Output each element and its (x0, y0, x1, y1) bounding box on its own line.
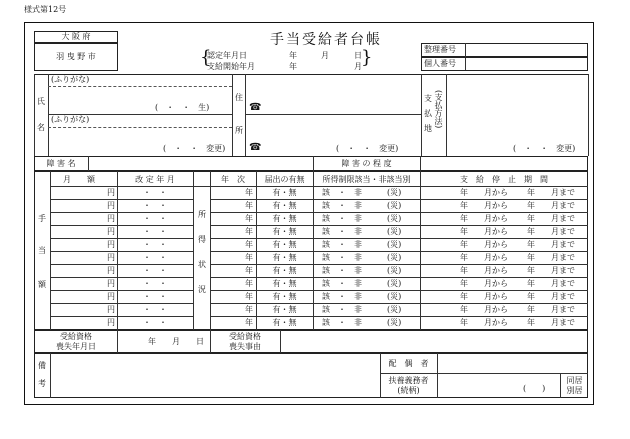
start-month: 月 (354, 62, 362, 71)
form-number: 様式第12号 (24, 5, 67, 14)
payment-method-label: (支払方法) (434, 90, 443, 129)
row-line-left (50, 238, 193, 239)
remarks-block (34, 353, 588, 398)
payment-label-3: 地 (424, 124, 432, 133)
row-revision-date: ・ ・ (143, 240, 167, 249)
row-until: 年 月まで (527, 266, 575, 275)
row-until: 年 月まで (527, 240, 575, 249)
header-bottom-line (50, 186, 588, 187)
main-right-line (588, 74, 589, 156)
furigana-line-2 (48, 127, 232, 128)
remarks-label-2: 考 (38, 379, 46, 388)
row-mark: (災) (387, 253, 402, 262)
main-top-line (34, 74, 588, 75)
cohabit-label-1: 同居 (566, 376, 583, 385)
row-yen: 円 (107, 292, 115, 301)
row-mark: (災) (387, 227, 402, 236)
row-from: 年 月から (460, 227, 508, 236)
name-address-divider (232, 74, 233, 156)
row-until: 年 月まで (527, 292, 575, 301)
row-line-left (50, 290, 193, 291)
row-limit: 該 ・ 非 (322, 188, 362, 197)
row-limit: 該 ・ 非 (322, 227, 362, 236)
row-line-left (50, 199, 193, 200)
row-yen: 円 (107, 266, 115, 275)
row-limit: 該 ・ 非 (322, 279, 362, 288)
spouse-mid-line (380, 373, 588, 374)
row-from: 年 月から (460, 201, 508, 210)
qual-v-1 (117, 330, 118, 353)
row-from: 年 月から (460, 279, 508, 288)
row-limit: 該 ・ 非 (322, 292, 362, 301)
row-notification: 有・無 (272, 305, 297, 314)
row-notification: 有・無 (272, 318, 297, 327)
header-suspension: 支 給 停 止 期 間 (460, 175, 548, 184)
row-yen: 円 (107, 227, 115, 236)
row-line-right (210, 316, 588, 317)
row-mark: (災) (387, 240, 402, 249)
city-label: 羽 曳 野 市 (56, 52, 96, 61)
row-yen: 円 (107, 201, 115, 210)
row-revision-date: ・ ・ (143, 266, 167, 275)
row-until: 年 月まで (527, 227, 575, 236)
prefecture-label: 大 阪 府 (61, 32, 91, 41)
spouse-label: 配 偶 者 (388, 359, 429, 368)
name-label-1: 氏 (37, 97, 45, 106)
row-notification: 有・無 (272, 201, 297, 210)
bracket-right: } (361, 47, 373, 68)
row-line-right (210, 225, 588, 226)
income-label-3: 状 (198, 260, 206, 269)
row-notification: 有・無 (272, 240, 297, 249)
row-revision-date: ・ ・ (143, 188, 167, 197)
remarks-divider (50, 353, 51, 398)
birth-hint: ( ・ ・ 生) (155, 103, 210, 112)
form-title: 手当受給者台帳 (270, 32, 382, 48)
row-revision-date: ・ ・ (143, 305, 167, 314)
address-payment-divider (421, 74, 422, 156)
allowance-label-3: 額 (38, 280, 46, 289)
row-revision-date: ・ ・ (143, 292, 167, 301)
row-year: 年 (245, 266, 253, 275)
row-yen: 円 (107, 188, 115, 197)
name-change-hint: ( ・ ・ 変更) (163, 144, 226, 153)
row-notification: 有・無 (272, 253, 297, 262)
cert-month: 月 (321, 51, 329, 60)
row-line-right (210, 238, 588, 239)
row-until: 年 月まで (527, 253, 575, 262)
qualify-gain-label-1: 受給資格 (60, 332, 92, 341)
personal-number-label: 個人番号 (424, 59, 456, 68)
row-line-left (50, 277, 193, 278)
row-mark: (災) (387, 279, 402, 288)
row-year: 年 (245, 227, 253, 236)
allowance-label-1: 手 (38, 214, 46, 223)
row-revision-date: ・ ・ (143, 214, 167, 223)
row-from: 年 月から (460, 188, 508, 197)
address-change-hint: ( ・ ・ 変更) (336, 144, 399, 153)
row-line-right (210, 264, 588, 265)
row-until: 年 月まで (527, 318, 575, 327)
payment-label-1: 支 (424, 94, 432, 103)
row-line-left (50, 212, 193, 213)
row-yen: 円 (107, 318, 115, 327)
row-line-right (210, 277, 588, 278)
row-until: 年 月まで (527, 188, 575, 197)
furigana-line-1 (48, 86, 232, 87)
cert-year: 年 (289, 51, 297, 60)
address-label-1: 住 (235, 93, 243, 102)
qualify-gain-label-2: 喪失年月日 (56, 342, 96, 351)
dependent-relation-paren: ( ) (523, 384, 546, 393)
phone-icon-2: ☎ (249, 142, 262, 153)
row-limit: 該 ・ 非 (322, 266, 362, 275)
furigana-1: (ふりがな) (51, 75, 90, 84)
cohabit-label-2: 別居 (566, 386, 583, 395)
qualify-loss-label-1: 受給資格 (229, 332, 261, 341)
header-revision-date: 改 定 年 月 (135, 175, 175, 184)
row-revision-date: ・ ・ (143, 253, 167, 262)
bracket-left: { (200, 47, 212, 68)
row-limit: 該 ・ 非 (322, 201, 362, 210)
row-year: 年 (245, 201, 253, 210)
spouse-right-divider (437, 353, 438, 398)
row-line-left (50, 264, 193, 265)
row-line-left (50, 251, 193, 252)
furigana-2: (ふりがな) (51, 115, 90, 124)
income-label-4: 況 (198, 285, 206, 294)
row-year: 年 (245, 305, 253, 314)
row-mark: (災) (387, 266, 402, 275)
payment-label-divider (446, 74, 447, 156)
row-year: 年 (245, 292, 253, 301)
row-limit: 該 ・ 非 (322, 240, 362, 249)
address-label-2: 所 (235, 126, 243, 135)
row-year: 年 (245, 214, 253, 223)
row-until: 年 月まで (527, 214, 575, 223)
row-year: 年 (245, 188, 253, 197)
remarks-label-1: 備 (38, 361, 46, 370)
row-notification: 有・無 (272, 188, 297, 197)
header-monthly-amount: 月 額 (63, 175, 95, 184)
row-from: 年 月から (460, 305, 508, 314)
row-line-left (50, 303, 193, 304)
row-until: 年 月まで (527, 279, 575, 288)
qual-v-2 (210, 330, 211, 353)
disability-name-divider (88, 156, 89, 171)
row-limit: 該 ・ 非 (322, 305, 362, 314)
row-mark: (災) (387, 305, 402, 314)
row-revision-date: ・ ・ (143, 227, 167, 236)
payment-label-2: 払 (424, 109, 432, 118)
row-from: 年 月から (460, 292, 508, 301)
cert-day: 日 (354, 51, 362, 60)
row-until: 年 月まで (527, 201, 575, 210)
ref-number-label: 整理番号 (424, 45, 456, 54)
row-line-left (50, 316, 193, 317)
row-limit: 該 ・ 非 (322, 318, 362, 327)
row-notification: 有・無 (272, 279, 297, 288)
main-left-line (34, 74, 35, 156)
row-mark: (災) (387, 292, 402, 301)
row-limit: 該 ・ 非 (322, 214, 362, 223)
header-income-limit: 所得制限該当・非該当別 (322, 175, 411, 184)
allowance-label-2: 当 (38, 246, 46, 255)
row-mark: (災) (387, 201, 402, 210)
row-notification: 有・無 (272, 266, 297, 275)
qualify-loss-label-2: 喪失事由 (229, 342, 261, 351)
row-year: 年 (245, 318, 253, 327)
row-mark: (災) (387, 318, 402, 327)
income-label-1: 所 (198, 210, 206, 219)
address-label-divider (245, 74, 246, 156)
row-limit: 該 ・ 非 (322, 253, 362, 262)
row-line-right (210, 290, 588, 291)
row-yen: 円 (107, 305, 115, 314)
row-revision-date: ・ ・ (143, 201, 167, 210)
address-mid-line (245, 114, 421, 115)
row-from: 年 月から (460, 240, 508, 249)
row-year: 年 (245, 253, 253, 262)
row-mark: (災) (387, 214, 402, 223)
phone-icon: ☎ (249, 102, 262, 113)
row-year: 年 (245, 279, 253, 288)
disability-name-label: 障 害 名 (46, 159, 76, 168)
row-revision-date: ・ ・ (143, 318, 167, 327)
row-yen: 円 (107, 240, 115, 249)
payment-change-hint: ( ・ ・ 変更) (513, 144, 576, 153)
row-from: 年 月から (460, 318, 508, 327)
row-mark: (災) (387, 188, 402, 197)
row-notification: 有・無 (272, 292, 297, 301)
qual-v-3 (280, 330, 281, 353)
row-revision-date: ・ ・ (143, 279, 167, 288)
qualify-ymd: 年 月 日 (148, 337, 204, 346)
row-line-left (50, 225, 193, 226)
header-year: 年 次 (221, 175, 245, 184)
disability-row (34, 156, 588, 171)
disability-degree-right (420, 156, 421, 171)
row-from: 年 月から (460, 253, 508, 262)
row-yen: 円 (107, 279, 115, 288)
row-line-right (210, 199, 588, 200)
row-notification: 有・無 (272, 227, 297, 236)
row-until: 年 月まで (527, 305, 575, 314)
dependent-label-1: 扶養義務者 (388, 376, 429, 385)
payment-start-label: 支給開始年月 (207, 62, 255, 71)
name-label-2: 名 (37, 123, 45, 132)
col-v-3 (193, 171, 194, 330)
cert-date-label: 認定年月日 (207, 51, 247, 60)
income-label-2: 得 (198, 235, 206, 244)
row-line-right (210, 303, 588, 304)
row-line-right (210, 251, 588, 252)
row-from: 年 月から (460, 266, 508, 275)
row-yen: 円 (107, 214, 115, 223)
disability-degree-label: 障 害 の 程 度 (341, 159, 392, 168)
header-notification: 届出の有無 (264, 175, 305, 184)
row-notification: 有・無 (272, 214, 297, 223)
row-yen: 円 (107, 253, 115, 262)
row-line-right (210, 212, 588, 213)
dependent-label-2: (続柄) (397, 386, 420, 395)
row-from: 年 月から (460, 214, 508, 223)
start-year: 年 (289, 62, 297, 71)
row-year: 年 (245, 240, 253, 249)
